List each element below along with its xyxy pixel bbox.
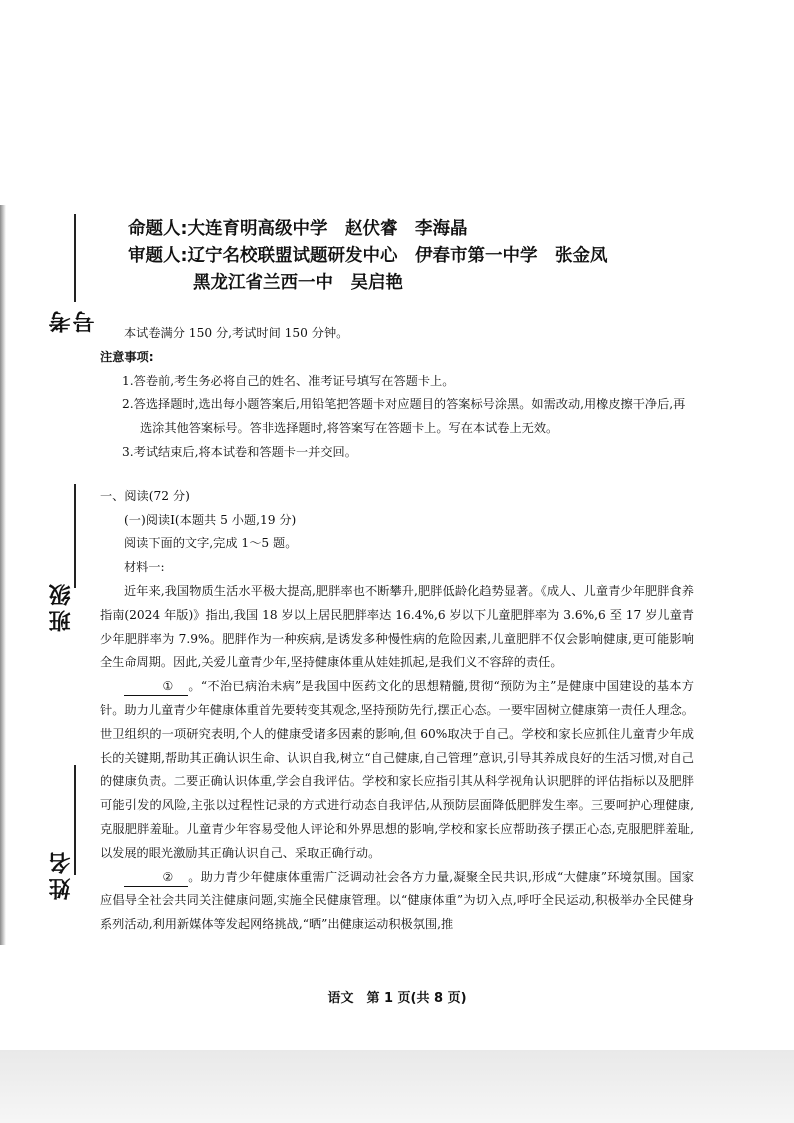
page-footer: 语文 第 1 页(共 8 页) bbox=[327, 991, 467, 1006]
notice-item: 1.答卷前,考生务必将自己的姓名、准考证号填写在答题卡上。 bbox=[122, 373, 455, 388]
page-bottom-shadow bbox=[0, 1050, 794, 1123]
subsection-heading: (一)阅读Ⅰ(本题共 5 小题,19 分) bbox=[124, 512, 297, 527]
answer-blank-2: ② bbox=[124, 868, 188, 887]
exam-header bbox=[128, 216, 748, 297]
notice-item: 2.答选择题时,选出每小题答案后,用铅笔把答题卡对应题目的答案标号涂黑。如需改动,用橡皮擦干净后,再选涂其他答案标号。答非选择题时,将答案写在答题卡上。写在本试卷上无效。 bbox=[122, 397, 686, 436]
reviewer-line-2: 黑龙江省兰西一中 吴启艳 bbox=[193, 273, 403, 293]
reviewer-line: 审题人:辽宁名校联盟试题研发中心 伊春市第一中学 张金凤 bbox=[128, 246, 608, 266]
page-edge-shadow bbox=[0, 205, 6, 945]
intro-text: 本试卷满分 150 分,考试时间 150 分钟。 bbox=[124, 326, 349, 340]
paragraph-2 bbox=[100, 675, 694, 865]
answer-blank-1: ① bbox=[124, 677, 188, 696]
paragraph-1: 近年来,我国物质生活水平极大提高,肥胖率也不断攀升,肥胖低龄化趋势显著。《成人、儿童青少年肥胖食养指南(2024 年版)》指出,我国 18 岁以上居民肥胖率达 16.4%,6 岁以下儿童肥胖率为 3.6%,6 至 17 岁儿童青少年肥胖率为 7.9%。肥胖作为一种疾病,是诱发多种慢性病的危险因素,儿童肥胖不仅会影响健康,更可能影响全生命周期。因此,关爱儿童青少年,坚持健康体重从娃娃抓起,是我们义不容辞的责任。 bbox=[100, 583, 694, 670]
paragraph-3 bbox=[100, 866, 694, 937]
instruction-text: 阅读下面的文字,完成 1～5 题。 bbox=[124, 536, 298, 551]
class-label: 班级 bbox=[49, 580, 74, 632]
section-heading: 一、阅读(72 分) bbox=[100, 488, 190, 503]
paragraph-3-text: 。助力青少年健康体重需广泛调动社会各方力量,凝聚全民共识,形成“大健康”环境氛围。国家应倡导全社会共同关注健康问题,实施全民健康管理。以“健康体重”为切入点,呼吁全民运动,积极举办全民健身系列活动,利用新媒体等发起网络挑战,“晒”出健康运动积极氛围,推 bbox=[100, 869, 694, 932]
exam-content bbox=[100, 322, 694, 937]
composer-line: 命题人:大连育明高级中学 赵伏睿 李海晶 bbox=[128, 219, 468, 239]
paragraph-2-text: 。“不治已病治未病”是我国中医药文化的思想精髓,贯彻“预防为主”是健康中国建设的基本方针。助力儿童青少年健康体重首先要转变其观念,坚持预防先行,摆正心态。一要牢固树立健康第一责任人理念。世卫组织的一项研究表明,个人的健康受诸多因素的影响,但 60%取决于自己。学校和家长应抓住儿童青少年成长的关键期,帮助其正确认识生命、认识自我,树立“自己健康,自己管理”意识,引导其养成良好的生活习惯,对自己的健康负责。二要正确认识体重,学会自我评估。学校和家长应指引其从科学视角认识肥胖的评估指标以及肥胖可能引发的风险,主张以过程性记录的方式进行动态自我评估,从预防层面降低肥胖发生率。三要呵护心理健康,克服肥胖羞耻。儿童青少年容易受他人评论和外界思想的影响,学校和家长应帮助孩子摆正心态,克服肥胖羞耻,以发展的眼光激励其正确认识自己、采取正确行动。 bbox=[100, 679, 694, 860]
notice-title: 注意事项: bbox=[100, 349, 154, 364]
material-label: 材料一: bbox=[124, 560, 165, 575]
exam-no-label: 考号 bbox=[49, 307, 98, 333]
notice-item: 3.考试结束后,将本试卷和答题卡一并交回。 bbox=[122, 444, 357, 459]
name-label: 姓名 bbox=[49, 848, 74, 900]
